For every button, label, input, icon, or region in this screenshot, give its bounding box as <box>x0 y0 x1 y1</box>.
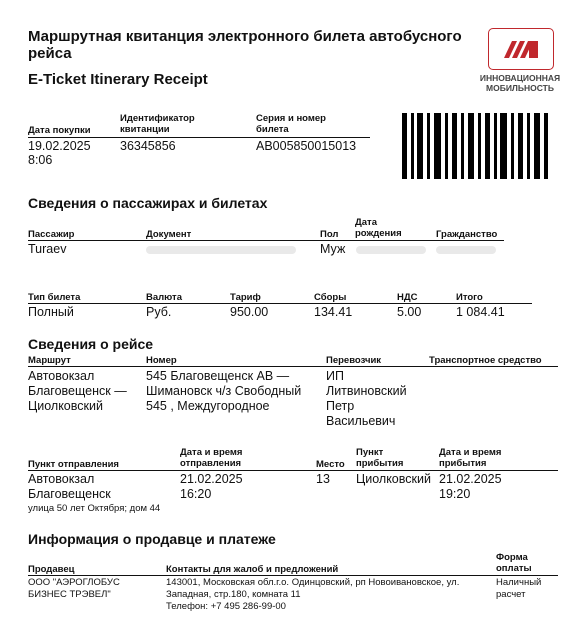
page-title-en: E-Ticket Itinerary Receipt <box>28 71 208 88</box>
arrival-datetime-header: Дата и время прибытия <box>439 447 502 469</box>
route-line: Автовокзал <box>28 369 95 383</box>
route-line: Благовещенск — <box>28 384 127 398</box>
ticket-type: Полный <box>28 305 74 319</box>
departure-point-line: Автовокзал <box>28 472 95 486</box>
contact-address-line: 143001, Московская обл.г.о. Одинцовский, рп Новоивановское, ул. <box>166 577 460 588</box>
fees-header: Сборы <box>314 292 347 303</box>
departure-point-header: Пункт отправления <box>28 459 119 470</box>
seller-section-title: Информация о продавце и платеже <box>28 531 276 547</box>
arrival-point: Циолковский <box>356 472 431 486</box>
route-number-header: Номер <box>146 355 177 366</box>
departure-address: улица 50 лет Октября; дом 44 <box>28 503 161 514</box>
passenger-name: Turaev <box>28 242 67 256</box>
arrival-date: 21.02.2025 <box>439 472 502 486</box>
tariff-header: Тариф <box>230 292 261 303</box>
barcode <box>402 113 550 184</box>
company-logo <box>488 28 554 70</box>
departure-datetime-header: Дата и время отправления <box>180 447 243 469</box>
currency: Руб. <box>146 305 172 319</box>
receipt-id: 36345856 <box>120 139 176 153</box>
purchase-time: 8:06 <box>28 153 53 167</box>
ticket-type-header: Тип билета <box>28 292 81 303</box>
payment-header: Форма оплаты <box>496 552 532 574</box>
birth-date-header: Дата рождения <box>355 217 402 239</box>
route-line: Циолковский <box>28 399 103 413</box>
purchase-date: 19.02.2025 <box>28 139 91 153</box>
trip-section-title: Сведения о рейсе <box>28 336 154 352</box>
page-title-ru: Маршрутная квитанция электронного билета автобусного рейса <box>28 28 462 62</box>
seller-name-line: ООО "АЭРОГЛОБУС <box>28 577 120 588</box>
total-header: Итого <box>456 292 483 303</box>
arrival-point-header: Пункт прибытия <box>356 447 404 469</box>
currency-header: Валюта <box>146 292 182 303</box>
ticket-number: AB005850015013 <box>256 139 357 153</box>
tariff: 950.00 <box>230 305 269 319</box>
route-number-line: 545 Благовещенск АВ — <box>146 369 290 383</box>
brand-name: ИННОВАЦИОННАЯ МОБИЛЬНОСТЬ <box>479 73 561 93</box>
document-header: Документ <box>146 229 192 240</box>
seller-header: Продавец <box>28 564 75 575</box>
route-number-line: 545 , Междугородное <box>146 399 270 413</box>
brand-mark-icon <box>489 29 553 69</box>
citizenship-header: Гражданство <box>436 229 498 240</box>
payment-method-line: Наличный <box>496 577 542 588</box>
passenger-header: Пассажир <box>28 229 75 240</box>
vat: 5.00 <box>397 305 422 319</box>
passengers-section-title: Сведения о пассажирах и билетах <box>28 195 268 211</box>
contact-phone: Телефон: +7 495 286-99-00 <box>166 601 286 612</box>
sex-header: Пол <box>320 229 339 240</box>
vehicle-header: Транспортное средство <box>429 355 542 366</box>
citizenship-redacted <box>436 246 496 254</box>
contact-address-line: Западная, стр.180, комната 11 <box>166 589 301 600</box>
document-redacted <box>146 246 296 254</box>
route-header: Маршрут <box>28 355 71 366</box>
purchase-date-label: Дата покупки <box>28 125 91 136</box>
carrier-line: Литвиновский <box>326 384 407 398</box>
total: 1 084.41 <box>456 305 505 319</box>
vat-header: НДС <box>397 292 418 303</box>
passenger-sex: Муж <box>320 242 346 256</box>
carrier-line: ИП <box>326 369 344 383</box>
departure-time: 16:20 <box>180 487 212 501</box>
carrier-header: Перевозчик <box>326 355 382 366</box>
departure-date: 21.02.2025 <box>180 472 243 486</box>
seller-name-line: БИЗНЕС ТРЭВЕЛ" <box>28 589 111 600</box>
route-number-line: Шимановск ч/з Свободный <box>146 384 302 398</box>
ticket-series-label: Серия и номер билета <box>256 113 326 135</box>
departure-point-line: Благовещенск <box>28 487 111 501</box>
arrival-time: 19:20 <box>439 487 471 501</box>
payment-method-line: расчет <box>496 589 526 600</box>
contacts-header: Контакты для жалоб и предложений <box>166 564 339 575</box>
seat-header: Место <box>316 459 345 470</box>
carrier-line: Васильевич <box>326 414 396 428</box>
carrier-line: Петр <box>326 399 355 413</box>
receipt-id-label: Идентификатор квитанции <box>120 113 195 135</box>
birth-date-redacted <box>356 246 426 254</box>
barcode-image <box>402 113 550 179</box>
seat-number: 13 <box>316 472 330 486</box>
fees: 134.41 <box>314 305 353 319</box>
